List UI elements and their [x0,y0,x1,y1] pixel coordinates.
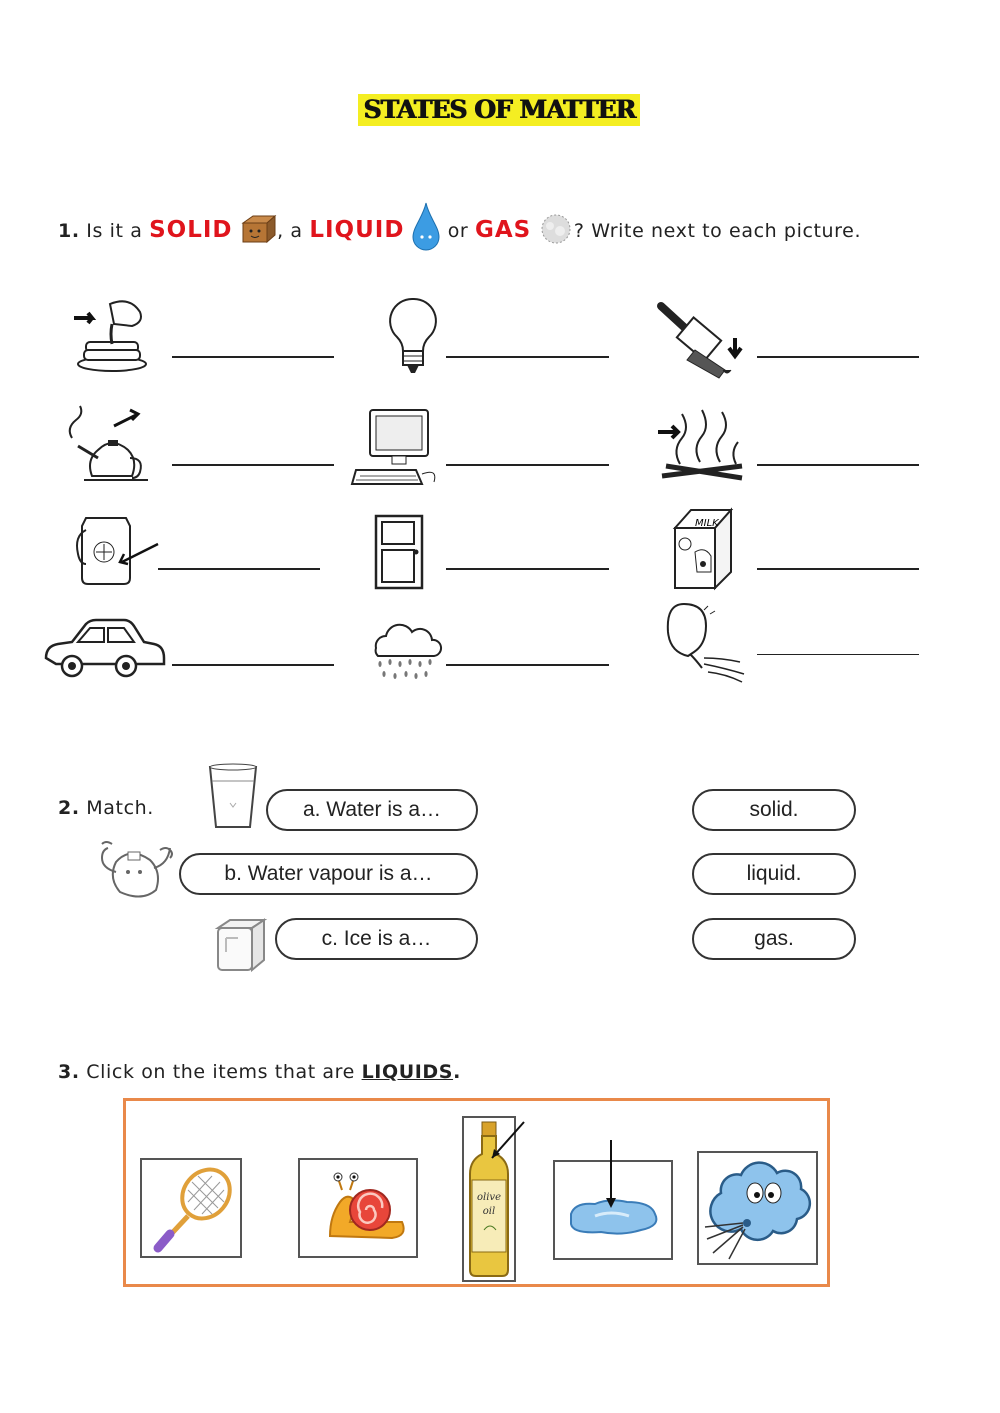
answer-line[interactable] [757,464,919,466]
tennis-racket-icon [142,1160,240,1256]
match-left-c[interactable]: c. Ice is a… [275,918,478,960]
answer-line[interactable] [757,568,919,570]
answer-line[interactable] [172,464,334,466]
milk-label: MILK [695,518,719,529]
answer-line[interactable] [757,654,919,655]
bottle-label-olive: olive [477,1192,501,1203]
question-text-2: , a [277,220,303,242]
door-icon [374,514,426,590]
car-icon [42,618,158,680]
rain-cloud-icon [364,622,444,684]
glass-of-water-icon [208,763,258,831]
question-text-3: or [447,220,469,242]
match-left-b[interactable]: b. Water vapour is a… [179,853,478,895]
choice-tennis-racket[interactable] [140,1158,242,1258]
snail-icon [300,1160,416,1256]
question-number: 3. [58,1061,80,1083]
steaming-kettle-icon [64,406,160,488]
steaming-kettle-icon [96,838,176,904]
question-3-heading [58,1061,461,1083]
light-bulb-icon [385,295,445,379]
balloon-air-icon [664,602,754,686]
paint-brush-icon [655,296,750,382]
match-right-gas[interactable]: gas. [692,918,856,960]
question-2-heading [58,797,154,819]
answer-line[interactable] [172,664,334,666]
solid-cube-icon [239,213,277,243]
answer-line[interactable] [172,356,334,358]
page-title: STATES OF MATTER [358,94,640,126]
question-number: 1. [58,220,80,242]
answer-line[interactable] [757,356,919,358]
match-right-solid[interactable]: solid. [692,789,856,831]
answer-line[interactable] [446,356,609,358]
liquid-word: LIQUID [309,217,405,243]
milk-carton-icon [665,506,747,590]
question-text-4: ? Write next to each picture. [573,220,862,242]
answer-line[interactable] [158,568,320,570]
answer-line[interactable] [446,464,609,466]
puddle-icon [555,1162,671,1258]
blowing-cloud-icon [699,1153,816,1263]
solid-word: SOLID [149,217,233,243]
choice-snail[interactable] [298,1158,418,1258]
bottle-label-oil: oil [482,1206,496,1217]
gas-cloud-icon [538,211,574,247]
choice-blowing-cloud[interactable] [697,1151,818,1265]
campfire-smoke-icon [656,404,748,486]
question-text: Click on the items that are [86,1061,355,1083]
question-period: . [453,1061,461,1083]
question-number: 2. [58,797,80,819]
match-left-a[interactable]: a. Water is a… [266,789,478,831]
liquid-drop-icon [411,203,441,251]
pouring-syrup-icon [68,292,158,376]
answer-line[interactable] [446,664,609,666]
match-right-liquid[interactable]: liquid. [692,853,856,895]
juice-jug-icon [72,514,162,588]
ice-cube-icon [214,916,268,974]
question-text: Match. [86,797,154,819]
liquids-keyword: LIQUIDS [361,1061,454,1083]
gas-word: GAS [474,217,532,243]
choice-olive-oil[interactable] [462,1116,516,1282]
choice-puddle[interactable] [553,1160,673,1260]
olive-oil-bottle-icon [464,1118,514,1280]
question-text: Is it a [86,220,143,242]
question-1-heading [58,203,861,251]
computer-icon [352,408,442,488]
answer-line[interactable] [446,568,609,570]
